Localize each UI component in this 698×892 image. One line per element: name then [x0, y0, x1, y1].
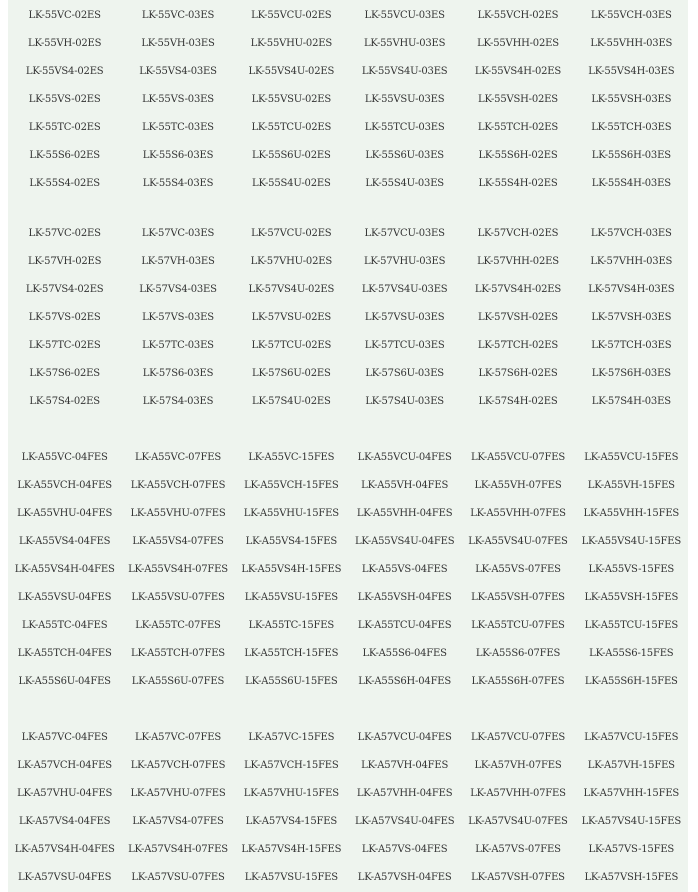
table-row	[8, 667, 688, 695]
table-row	[8, 527, 688, 555]
part-number-cell: LK-55TCU-03ES	[364, 121, 445, 133]
part-number-cell: LK-55VS4-03ES	[139, 65, 217, 77]
part-number-cell: LK-57S4H-03ES	[591, 395, 671, 407]
part-number-cell: LK-A57VCH-04FES	[17, 759, 112, 771]
part-number-cell: LK-A55VHH-04FES	[356, 507, 453, 519]
part-number-cell: LK-A57VS4U-04FES	[354, 815, 455, 827]
part-number-cell: LK-55VH-03ES	[141, 37, 215, 49]
part-number-cell: LK-55VS4H-02ES	[474, 65, 562, 77]
table-row	[8, 751, 688, 779]
part-number-cell: LK-57VS4U-03ES	[361, 283, 448, 295]
part-number-cell: LK-A55VCH-15FES	[244, 479, 339, 491]
part-number-cell: LK-55VSH-02ES	[478, 93, 558, 105]
part-number-cell: LK-A57VS4-15FES	[245, 815, 337, 827]
group-lk-a57	[8, 723, 688, 891]
part-number-cell: LK-55S4H-02ES	[478, 177, 558, 189]
part-number-cell: LK-55VS4U-03ES	[361, 65, 448, 77]
part-number-cell: LK-A55TCU-07FES	[471, 619, 565, 631]
part-number-cell: LK-A55VS-04FES	[361, 563, 448, 575]
part-number-cell: LK-A55S6U-04FES	[18, 675, 111, 687]
part-number-cell: LK-57S4U-03ES	[365, 395, 444, 407]
table-row	[8, 471, 688, 499]
part-number-cell: LK-A55VS-15FES	[588, 563, 675, 575]
table-row	[8, 555, 688, 583]
table-row	[8, 499, 688, 527]
part-number-cell: LK-57S6H-02ES	[478, 367, 558, 379]
part-number-cell: LK-55VCH-02ES	[477, 9, 559, 21]
part-number-cell: LK-55S4-02ES	[29, 177, 100, 189]
part-number-cell: LK-A55VCH-07FES	[130, 479, 226, 491]
part-number-cell: LK-A55TC-15FES	[248, 619, 335, 631]
part-number-cell: LK-A55VC-07FES	[135, 451, 221, 463]
part-number-cell: LK-57S4U-02ES	[252, 395, 331, 407]
part-number-cell: LK-57VS-03ES	[142, 311, 214, 323]
part-number-cell: LK-A57VS4H-15FES	[241, 843, 342, 855]
table-row	[8, 583, 688, 611]
part-number-cell: LK-A57VCU-04FES	[357, 731, 452, 743]
part-number-cell: LK-A57VH-07FES	[474, 759, 562, 771]
part-number-cell: LK-55VS4H-03ES	[588, 65, 675, 77]
part-number-cell: LK-55VHH-03ES	[590, 37, 673, 49]
part-number-cell: LK-A57VS4-04FES	[18, 815, 111, 827]
part-number-cell: LK-57VS4-02ES	[25, 283, 104, 295]
part-number-table	[8, 0, 688, 892]
part-number-cell: LK-55VS-02ES	[28, 93, 101, 105]
part-number-cell: LK-A57VS4-07FES	[132, 815, 224, 827]
table-row	[8, 169, 688, 197]
table-row	[8, 113, 688, 141]
part-number-cell: LK-A55VSU-07FES	[131, 591, 225, 603]
table-row	[8, 85, 688, 113]
part-number-cell: LK-57VSH-03ES	[591, 311, 672, 323]
table-row	[8, 639, 688, 667]
part-number-cell: LK-A55S6U-15FES	[245, 675, 338, 687]
part-number-cell: LK-57VC-03ES	[141, 227, 215, 239]
part-number-cell: LK-57S6U-02ES	[252, 367, 331, 379]
part-number-cell: LK-57VCH-03ES	[590, 227, 672, 239]
part-number-cell: LK-55VSU-03ES	[364, 93, 445, 105]
part-number-cell: LK-A55VHU-07FES	[130, 507, 226, 519]
part-number-cell: LK-57S6U-03ES	[365, 367, 444, 379]
part-number-cell: LK-55S6U-02ES	[252, 149, 331, 161]
part-number-cell: LK-A55VHU-15FES	[243, 507, 339, 519]
part-number-cell: LK-55VHH-02ES	[477, 37, 559, 49]
part-number-cell: LK-57TCH-02ES	[477, 339, 559, 351]
part-number-cell: LK-A55VH-15FES	[587, 479, 675, 491]
part-number-cell: LK-55TCH-03ES	[591, 121, 672, 133]
part-number-cell: LK-55S4U-02ES	[252, 177, 331, 189]
part-number-cell: LK-A57VS4U-07FES	[468, 815, 568, 827]
part-number-cell: LK-55S6H-02ES	[478, 149, 558, 161]
part-number-cell: LK-55TCU-02ES	[251, 121, 332, 133]
part-number-cell: LK-55VS4U-02ES	[248, 65, 335, 77]
part-number-cell: LK-A57VHH-15FES	[583, 787, 680, 799]
part-number-cell: LK-57TCH-03ES	[591, 339, 672, 351]
part-number-cell: LK-55S6U-03ES	[365, 149, 444, 161]
table-row	[8, 57, 688, 85]
part-number-cell: LK-A55S6H-07FES	[471, 675, 565, 687]
part-number-cell: LK-A57VSH-04FES	[357, 871, 452, 883]
part-number-cell: LK-57VS4H-02ES	[474, 283, 562, 295]
part-number-cell: LK-A55S6H-04FES	[358, 675, 452, 687]
part-number-cell: LK-A55VS4H-04FES	[14, 563, 115, 575]
part-number-cell: LK-57VCU-03ES	[364, 227, 445, 239]
part-number-cell: LK-55S6-03ES	[142, 149, 214, 161]
part-number-cell: LK-A55VS4-07FES	[132, 535, 224, 547]
table-row	[8, 807, 688, 835]
part-number-cell: LK-A55VS4H-07FES	[128, 563, 228, 575]
part-number-cell: LK-A55VSU-15FES	[244, 591, 338, 603]
part-number-cell: LK-A57VS-15FES	[588, 843, 675, 855]
part-number-cell: LK-A55VHH-07FES	[470, 507, 566, 519]
part-number-cell: LK-A57VSU-04FES	[18, 871, 112, 883]
part-number-cell: LK-A55TCU-15FES	[584, 619, 679, 631]
part-number-cell: LK-A57VCH-07FES	[130, 759, 226, 771]
part-number-cell: LK-57TC-03ES	[142, 339, 214, 351]
part-number-cell: LK-55VS-03ES	[142, 93, 214, 105]
part-number-cell: LK-A55VS4-15FES	[245, 535, 337, 547]
part-number-cell: LK-A55TCU-04FES	[357, 619, 452, 631]
part-number-cell: LK-A55TCH-07FES	[131, 647, 225, 659]
part-number-cell: LK-A57VSU-15FES	[244, 871, 338, 883]
table-row	[8, 611, 688, 639]
table-row	[8, 863, 688, 891]
part-number-cell: LK-A55S6H-15FES	[584, 675, 678, 687]
table-row	[8, 29, 688, 57]
part-number-cell: LK-A57VHH-07FES	[470, 787, 566, 799]
part-number-cell: LK-57VHH-02ES	[477, 255, 559, 267]
part-number-cell: LK-A57VS-07FES	[475, 843, 561, 855]
part-number-cell: LK-55TCH-02ES	[477, 121, 559, 133]
part-number-cell: LK-A55TCH-04FES	[17, 647, 112, 659]
part-number-cell: LK-A57VCU-07FES	[470, 731, 565, 743]
part-number-cell: LK-A55TCH-15FES	[244, 647, 339, 659]
part-number-cell: LK-A55VS4U-07FES	[468, 535, 568, 547]
part-number-cell: LK-A57VHU-04FES	[17, 787, 113, 799]
part-number-cell: LK-55VS4-02ES	[25, 65, 104, 77]
part-number-cell: LK-57VS4-03ES	[139, 283, 217, 295]
part-number-cell: LK-A57VSU-07FES	[131, 871, 225, 883]
part-number-cell: LK-57S4-03ES	[142, 395, 214, 407]
part-number-cell: LK-57VS4U-02ES	[248, 283, 335, 295]
part-number-cell: LK-57VHH-03ES	[590, 255, 673, 267]
part-number-cell: LK-57S6H-03ES	[591, 367, 671, 379]
part-number-cell: LK-A55VHH-15FES	[583, 507, 680, 519]
part-number-cell: LK-A57VCH-15FES	[244, 759, 339, 771]
part-number-cell: LK-A55VSH-07FES	[471, 591, 565, 603]
part-number-cell: LK-57S6-03ES	[142, 367, 214, 379]
part-number-cell: LK-55TC-03ES	[142, 121, 214, 133]
part-number-cell: LK-A55TC-07FES	[135, 619, 221, 631]
part-number-cell: LK-55VH-02ES	[28, 37, 102, 49]
part-number-cell: LK-55S6-02ES	[29, 149, 100, 161]
part-number-cell: LK-57VS4H-03ES	[588, 283, 675, 295]
part-number-cell: LK-A55VS-07FES	[475, 563, 561, 575]
part-number-cell: LK-57VHU-03ES	[363, 255, 446, 267]
part-number-cell: LK-A57VS-04FES	[361, 843, 448, 855]
table-row	[8, 359, 688, 387]
part-number-cell: LK-A55VSH-15FES	[584, 591, 679, 603]
part-number-cell: LK-55VHU-03ES	[363, 37, 446, 49]
part-number-cell: LK-A55S6U-07FES	[131, 675, 225, 687]
part-number-cell: LK-A57VHU-15FES	[243, 787, 339, 799]
part-number-cell: LK-55S4-03ES	[142, 177, 214, 189]
part-number-cell: LK-A57VC-04FES	[21, 731, 108, 743]
part-number-cell: LK-55VC-03ES	[141, 9, 215, 21]
part-number-cell: LK-57TCU-03ES	[364, 339, 445, 351]
part-number-cell: LK-A55VC-04FES	[21, 451, 108, 463]
part-number-cell: LK-A57VS4H-04FES	[14, 843, 115, 855]
part-number-cell: LK-55VSU-02ES	[251, 93, 332, 105]
table-row	[8, 443, 688, 471]
table-row	[8, 141, 688, 169]
part-number-cell: LK-57VSU-03ES	[364, 311, 445, 323]
part-number-cell: LK-A55S6-04FES	[362, 647, 447, 659]
part-number-cell: LK-A55TC-04FES	[21, 619, 108, 631]
part-number-cell: LK-A55VS4U-04FES	[354, 535, 455, 547]
part-number-cell: LK-A55VS4U-15FES	[581, 535, 681, 547]
part-number-cell: LK-A55VC-15FES	[248, 451, 335, 463]
part-number-cell: LK-A55VSU-04FES	[18, 591, 112, 603]
part-number-cell: LK-57VS-02ES	[28, 311, 101, 323]
part-number-cell: LK-57VH-03ES	[141, 255, 215, 267]
table-row	[8, 387, 688, 415]
part-number-cell: LK-A57VS4H-07FES	[128, 843, 228, 855]
part-number-cell: LK-57S6-02ES	[29, 367, 100, 379]
table-row	[8, 247, 688, 275]
part-number-cell: LK-A57VS4U-15FES	[581, 815, 681, 827]
group-lk-a55	[8, 443, 688, 695]
part-number-cell: LK-57TCU-02ES	[251, 339, 332, 351]
part-number-cell: LK-55VSH-03ES	[591, 93, 672, 105]
part-number-cell: LK-A57VSH-15FES	[584, 871, 679, 883]
part-number-cell: LK-57S4H-02ES	[478, 395, 558, 407]
part-number-cell: LK-A55S6-15FES	[589, 647, 674, 659]
part-number-cell: LK-55S6H-03ES	[591, 149, 671, 161]
part-number-cell: LK-A57VCU-15FES	[584, 731, 679, 743]
part-number-cell: LK-A55VS4H-15FES	[241, 563, 342, 575]
part-number-cell: LK-A57VC-15FES	[248, 731, 335, 743]
part-number-cell: LK-55S4H-03ES	[591, 177, 671, 189]
table-row	[8, 275, 688, 303]
table-row	[8, 779, 688, 807]
part-number-cell: LK-55VCU-02ES	[251, 9, 332, 21]
part-number-cell: LK-55VC-02ES	[28, 9, 101, 21]
part-number-cell: LK-A57VC-07FES	[135, 731, 221, 743]
part-number-cell: LK-A55VH-04FES	[361, 479, 449, 491]
part-number-cell: LK-A55VCH-04FES	[17, 479, 112, 491]
table-row	[8, 1, 688, 29]
part-number-cell: LK-A55VHU-04FES	[17, 507, 113, 519]
part-number-cell: LK-A55VH-07FES	[474, 479, 562, 491]
part-number-cell: LK-57VSU-02ES	[251, 311, 332, 323]
part-number-cell: LK-55S4U-03ES	[365, 177, 444, 189]
group-lk-57	[8, 219, 688, 415]
table-row	[8, 331, 688, 359]
part-number-cell: LK-A57VSH-07FES	[471, 871, 565, 883]
table-row	[8, 723, 688, 751]
part-number-cell: LK-A57VH-15FES	[587, 759, 675, 771]
part-number-cell: LK-57TC-02ES	[28, 339, 101, 351]
table-row	[8, 219, 688, 247]
part-number-cell: LK-A57VHU-07FES	[130, 787, 226, 799]
part-number-cell: LK-A55S6-07FES	[475, 647, 561, 659]
part-number-cell: LK-A55VSH-04FES	[357, 591, 452, 603]
part-number-cell: LK-57VC-02ES	[28, 227, 101, 239]
part-number-cell: LK-55TC-02ES	[28, 121, 101, 133]
table-row	[8, 303, 688, 331]
part-number-cell: LK-55VHU-02ES	[250, 37, 332, 49]
table-row	[8, 835, 688, 863]
part-number-cell: LK-A55VS4-04FES	[18, 535, 111, 547]
part-number-cell: LK-57VCH-02ES	[477, 227, 559, 239]
part-number-cell: LK-57VH-02ES	[28, 255, 102, 267]
part-number-cell: LK-55VCU-03ES	[364, 9, 445, 21]
part-number-cell: LK-A55VCU-04FES	[357, 451, 452, 463]
part-number-cell: LK-57VCU-02ES	[251, 227, 332, 239]
part-number-cell: LK-57VHU-02ES	[250, 255, 332, 267]
part-number-cell: LK-57VSH-02ES	[478, 311, 558, 323]
part-number-cell: LK-55VCH-03ES	[590, 9, 672, 21]
part-number-cell: LK-A57VHH-04FES	[356, 787, 453, 799]
part-number-cell: LK-A55VCU-15FES	[584, 451, 679, 463]
part-number-cell: LK-A57VH-04FES	[361, 759, 449, 771]
part-number-cell: LK-A55VCU-07FES	[470, 451, 565, 463]
group-lk-55	[8, 1, 688, 197]
part-number-cell: LK-57S4-02ES	[29, 395, 100, 407]
